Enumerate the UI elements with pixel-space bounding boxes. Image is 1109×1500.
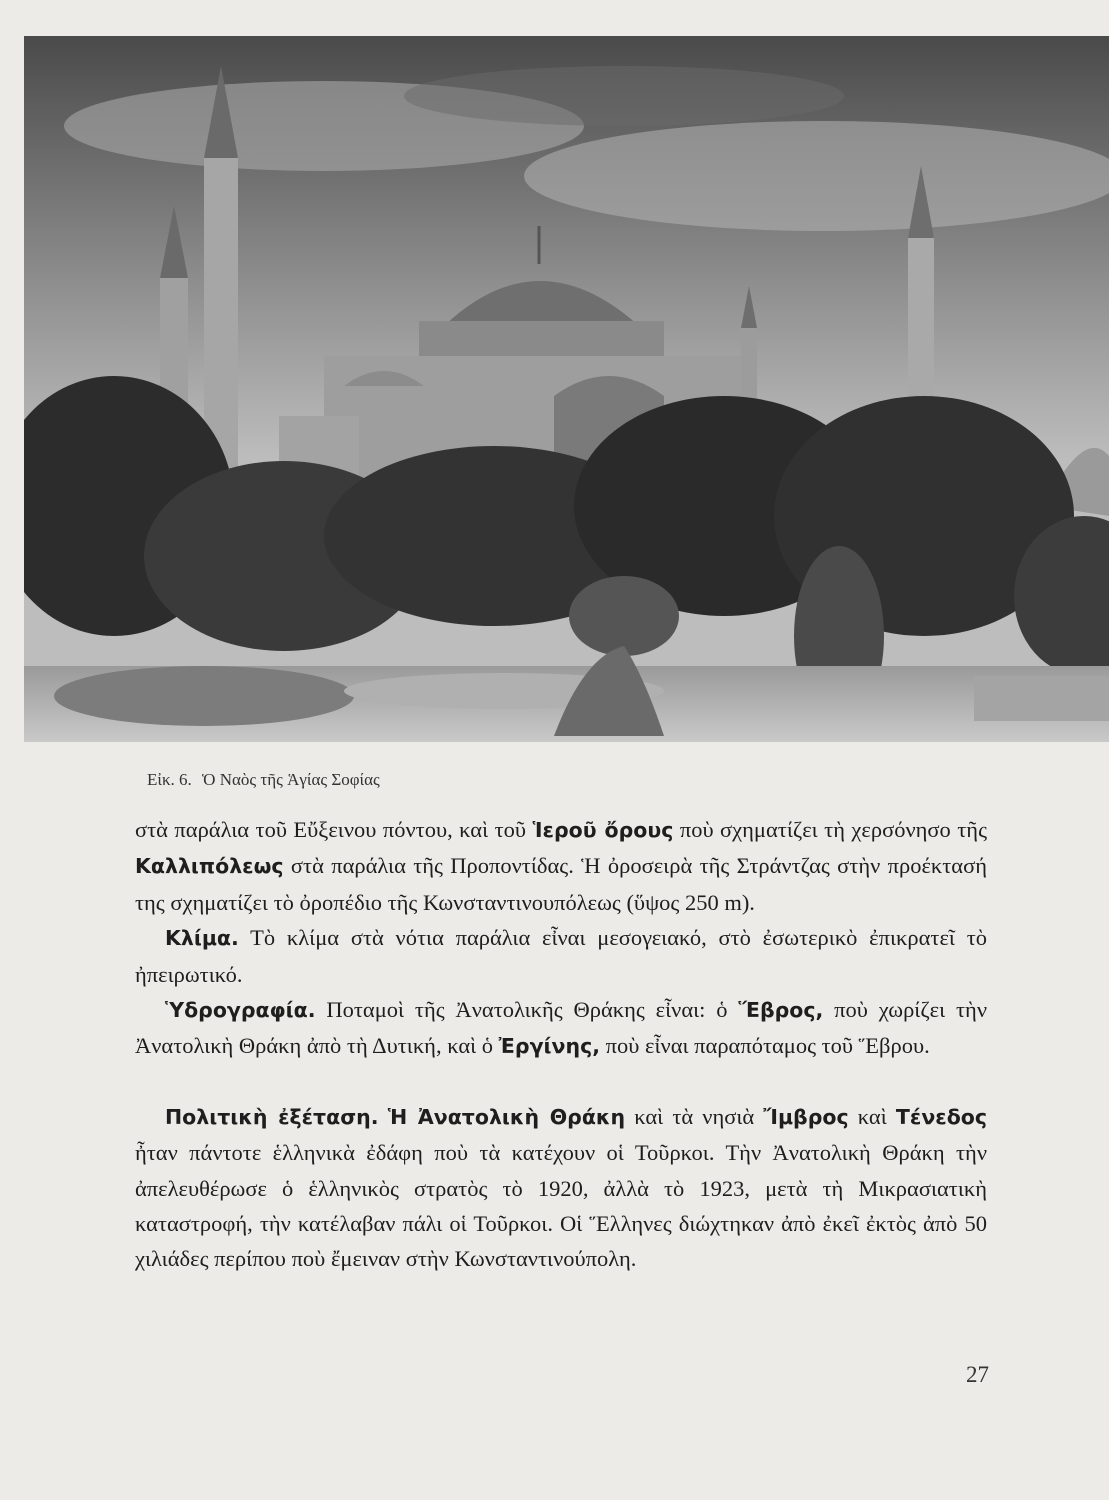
bold-term: Τένεδος (895, 1104, 988, 1129)
paragraph (135, 1099, 987, 1277)
text-run: Τὸ κλίμα στὰ νότια παράλια εἶναι μεσογειακό, στὸ ἐσωτερικὸ ἐπικρατεῖ τὸ ἠπειρωτικό. (135, 925, 987, 987)
text-run: ποὺ χωρίζει τὴν Ἀνατολικὴ Θράκη ἀπὸ τὴ Δυτική, καὶ ὁ (135, 997, 987, 1059)
paragraph (135, 992, 987, 1065)
bold-term: Ἕβρος, (738, 998, 824, 1023)
text-run: στὰ παράλια τοῦ Εὔξεινου πόντου, καὶ τοῦ (135, 817, 533, 842)
bold-term: Ἴμβρος (763, 1104, 849, 1129)
text-run (379, 1104, 388, 1129)
bold-term: Ἱεροῦ ὄρους (532, 818, 674, 842)
caption-label: Εἰκ. 6. (147, 770, 192, 789)
photo-caption (147, 770, 386, 790)
hagia-sophia-photo (24, 36, 1109, 742)
text-run: στὰ παράλια τῆς Προποντίδας. Ἡ ὀροσειρὰ τῆς Στράντζας στὴν προέκτασή της σχηματίζει τὸ ὀροπέδιο τῆς Κωνσταντινουπόλεως (ὕψος 250 m). (135, 853, 987, 915)
text-run: καὶ τὰ νησιὰ (625, 1103, 764, 1129)
text-run: ποὺ εἶναι παραπόταμος τοῦ Ἕβρου. (600, 1033, 930, 1059)
photo-drawing (24, 36, 1109, 742)
text-run: Ποταμοὶ τῆς Ἀνατολικῆς Θράκης εἶναι: ὁ (315, 997, 739, 1023)
body-text (135, 812, 987, 1277)
bold-term: Ὑδρογραφία. (165, 998, 316, 1023)
caption-text: Ὁ Ναὸς τῆς Ἁγίας Σοφίας (202, 770, 380, 789)
paragraph (135, 812, 987, 920)
bold-term: Πολιτικὴ ἐξέταση. (165, 1104, 379, 1129)
bold-term: Καλλιπόλεως (135, 854, 284, 879)
text-run: ἦταν πάντοτε ἑλληνικὰ ἐδάφη ποὺ τὰ κατέχουν οἱ Τοῦρκοι. Τὴν Ἀνατολικὴ Θράκη τὴν ἀπελευθέρωσε ὁ ἑλληνικὸς στρατὸς τὸ 1920, ἀλλὰ τὸ 1923, μετὰ τὴ Μικρασιατικὴ καταστροφή, τὴν κατέλαβαν πάλι οἱ Τοῦρκοι. Οἱ Ἕλληνες διώχτηκαν ἀπὸ ἐκεῖ ἐκτὸς ἀπὸ 50 χιλιάδες περίπου ποὺ ἔμειναν στὴν Κωνσταντινούπολη. (135, 1140, 987, 1272)
bold-term: Ἡ Ἀνατολικὴ Θράκη (387, 1104, 626, 1129)
bold-term: Κλίμα. (165, 926, 239, 951)
text-run: ποὺ σχηματίζει τὴ χερσόνησο τῆς (673, 817, 987, 842)
text-run: καὶ (848, 1103, 896, 1129)
bold-term: Ἐργίνης, (498, 1034, 601, 1059)
paragraph (135, 920, 987, 992)
page-number: 27 (966, 1362, 989, 1387)
